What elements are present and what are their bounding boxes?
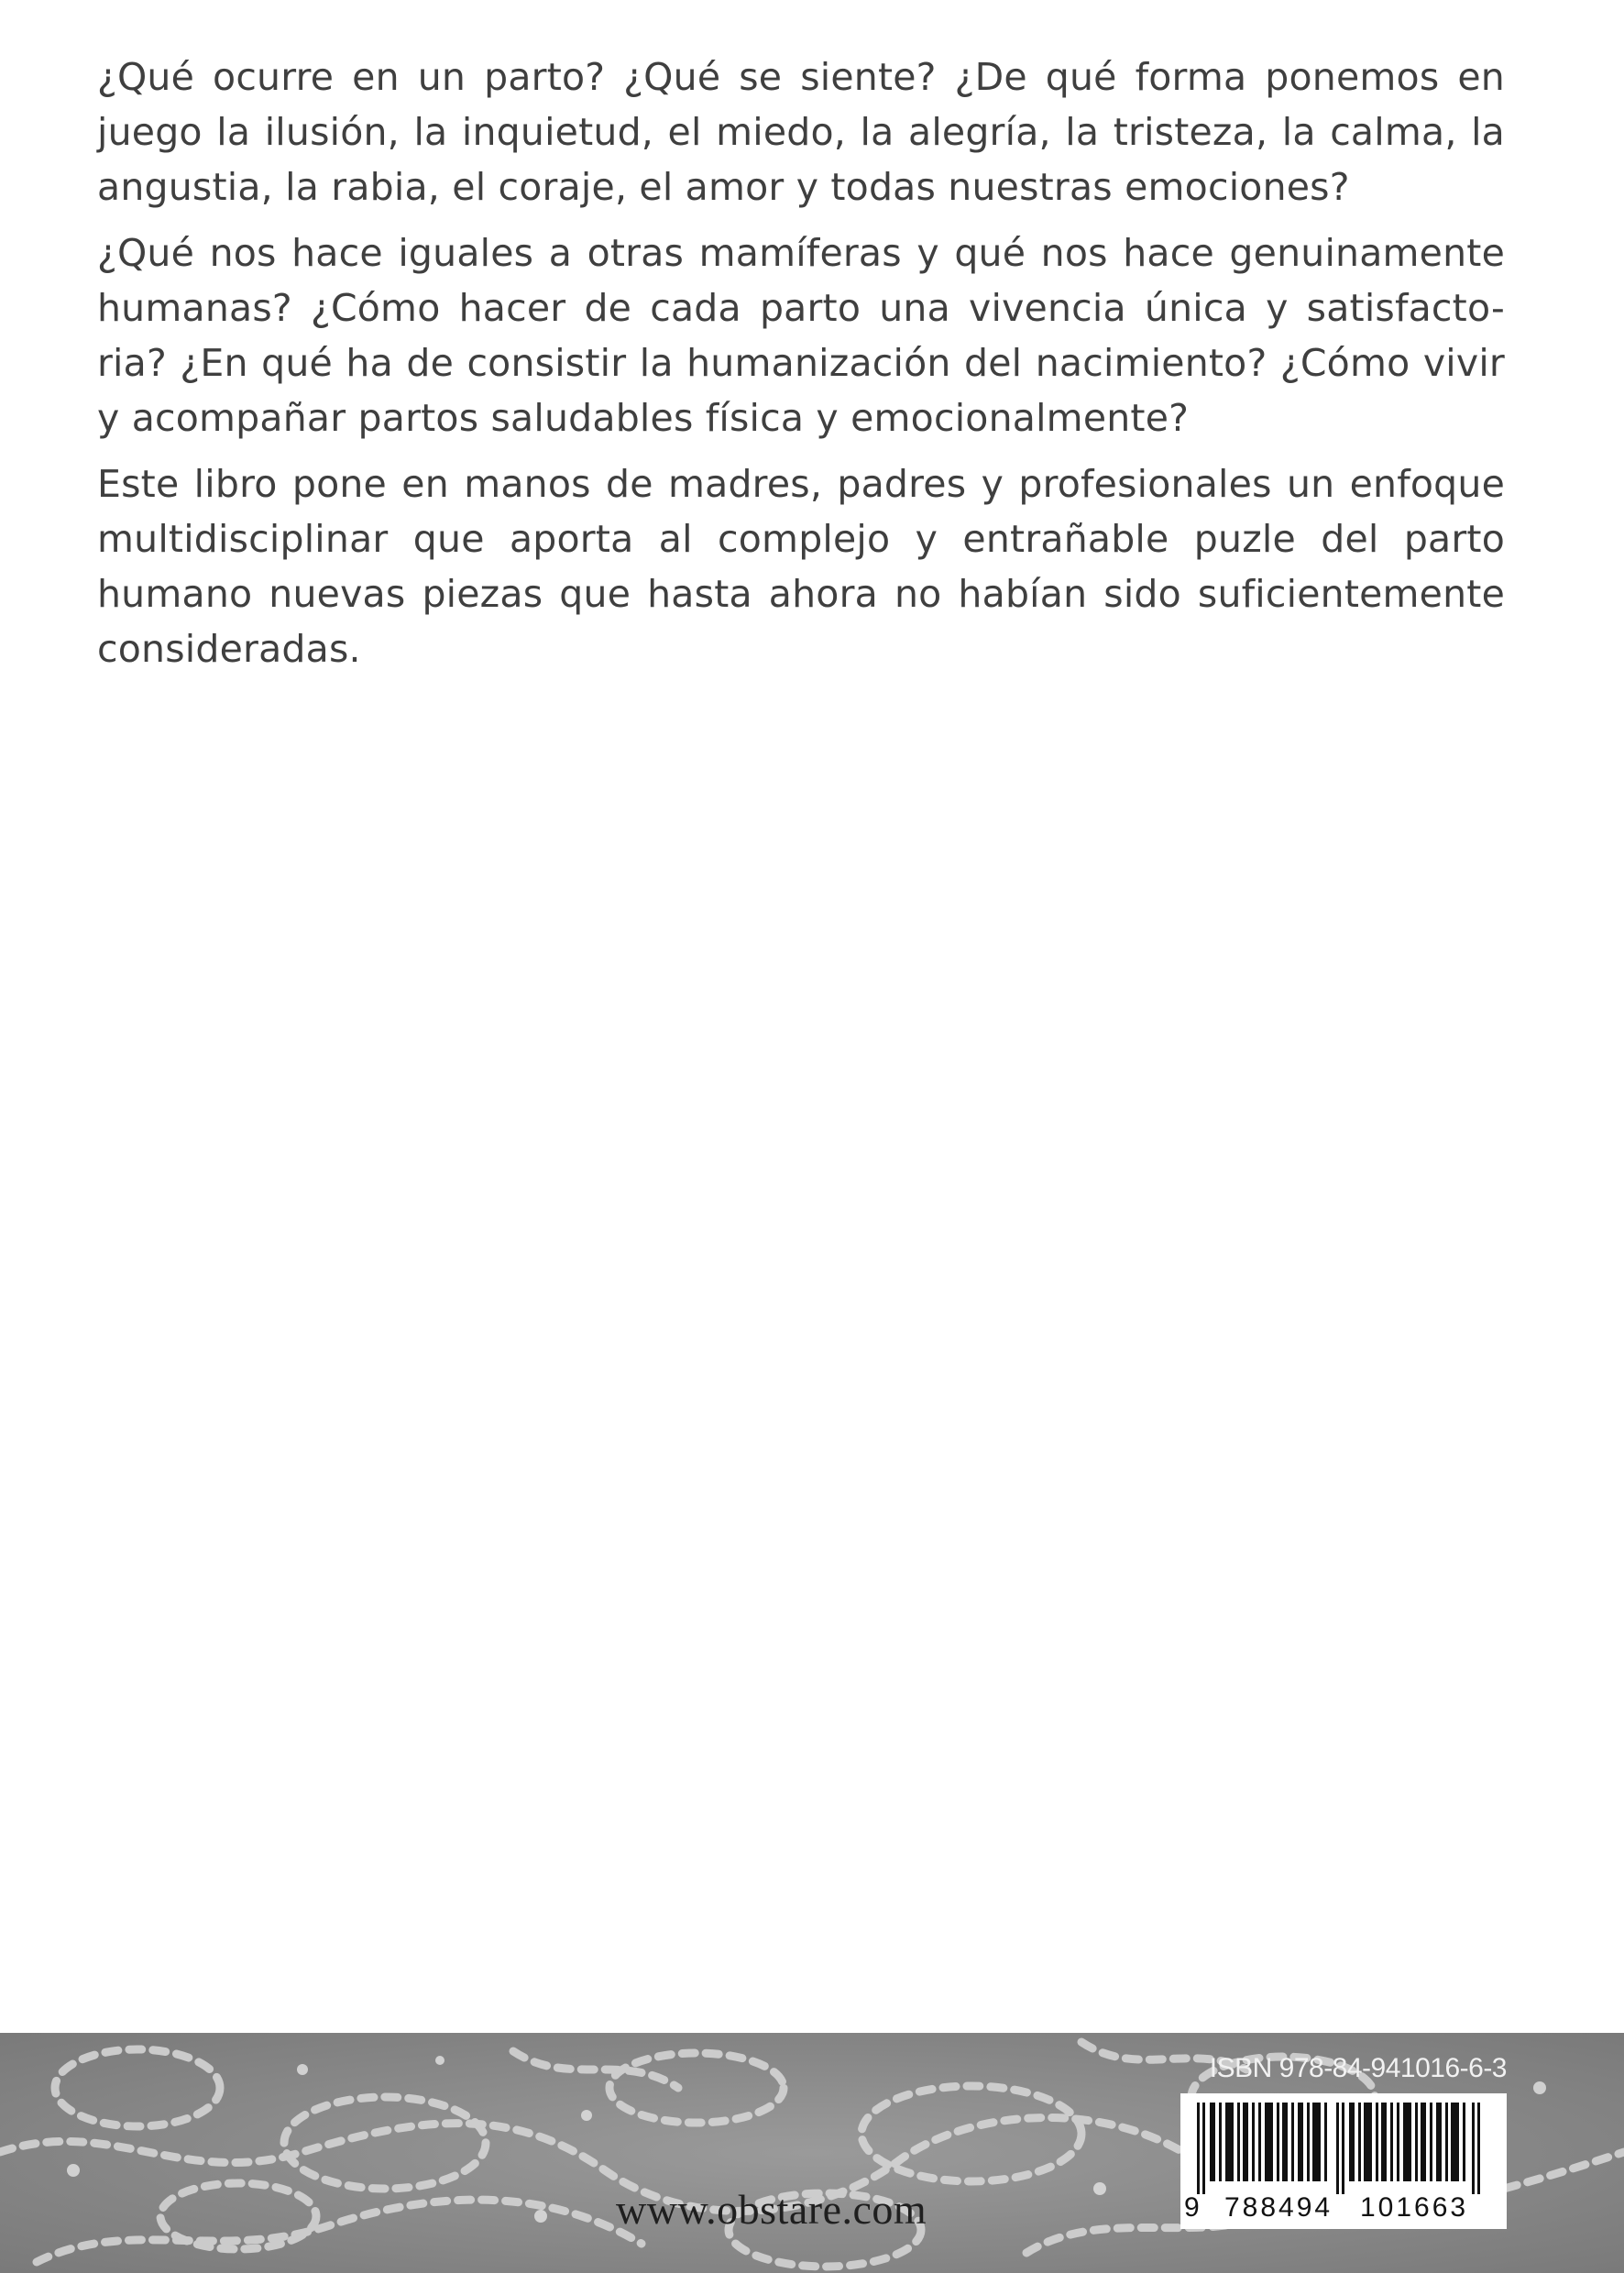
paragraph-3: Este libro pone en manos de madres, padres y profesionales un enfoque multidisciplinar que aporta al complejo y entrañable puzle del parto humano nuevas piezas que hasta ahora no habían sido suficientemente consideradas. — [97, 462, 1505, 671]
paragraph-1: ¿Qué ocurre en un parto? ¿Qué se siente? ¿De qué forma ponemos en juego la ilusión, la inquietud, el miedo, la alegría, la tristeza, la calma, la angustia, la rabia, el coraje, el amor y todas nuestras emociones? — [97, 55, 1505, 209]
barcode-bars-image — [1197, 2103, 1490, 2194]
description-text — [97, 49, 1505, 687]
publisher-website: www.obstare.com — [616, 2186, 927, 2233]
isbn-barcode — [1180, 2093, 1507, 2229]
barcode-digits — [1180, 2192, 1507, 2225]
isbn-label: ISBN 978-84-941016-6-3 — [1209, 2053, 1507, 2083]
paragraph-2: ¿Qué nos hace iguales a otras mamíferas y qué nos hace genuinamente humanas? ¿Cómo hacer de cada parto una vivencia única y satisfacto-ria? ¿En qué ha de consistir la humanización del nacimiento? ¿Cómo vivir y acompañar partos saludables física y emocionalmente? — [97, 231, 1505, 440]
barcode-digits-left: 788494 — [1224, 2192, 1333, 2223]
barcode-digits-right: 101663 — [1360, 2192, 1469, 2223]
barcode-digit-first: 9 — [1184, 2192, 1200, 2223]
